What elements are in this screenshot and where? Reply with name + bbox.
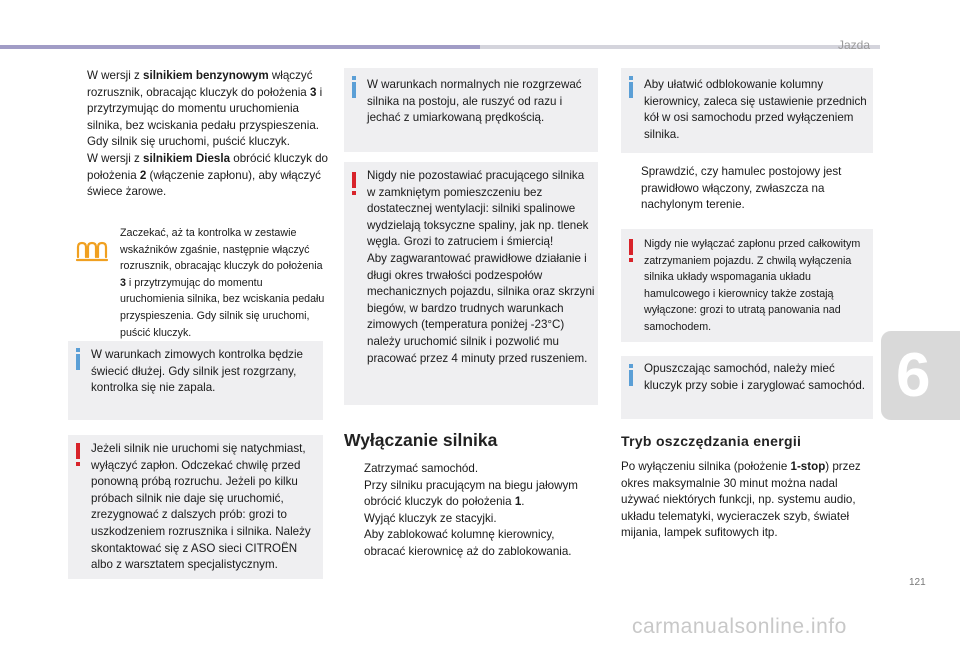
- exclamation-icon: [76, 443, 80, 459]
- heading-energy-saving: Tryb oszczędzania energii: [621, 433, 802, 449]
- warning-box-ignition: [621, 229, 873, 342]
- info-icon: [629, 82, 633, 98]
- bullet-text: Przy silniku pracującym na biegu jałowym obrócić kluczyk do położenia 1.: [364, 478, 578, 509]
- page-number: 121: [909, 577, 926, 588]
- header-rule: [480, 45, 880, 49]
- start-bullets: [67, 68, 329, 201]
- info-box-normal-conditions: [344, 68, 598, 152]
- warning-text: Nigdy nie wyłączać zapłonu przed całkowitym zatrzymaniem pojazdu. Z chwilą wyłączenia silnika układy wspomagania układu hamulcowego i kierownicy także zostają wyłączone: grozi to utratą panowania nad samochodem.: [644, 238, 861, 333]
- heading-engine-off: Wyłączanie silnika: [344, 430, 498, 450]
- info-box-leave-vehicle: [621, 356, 873, 419]
- engine-off-bullets: [344, 461, 598, 561]
- info-text: W warunkach normalnych nie rozgrzewać silnika na postoju, ale ruszyć od razu i jechać z umiarkowaną prędkością.: [367, 78, 582, 125]
- warning-box-enclosed-space: [344, 162, 598, 405]
- info-icon: [76, 354, 80, 370]
- watermark: carmanualsonline.info: [632, 615, 847, 638]
- info-box-steering: [621, 68, 873, 153]
- bullet-handbrake: [621, 164, 873, 214]
- bullet-key-position: [344, 478, 598, 511]
- bullet-diesel: [67, 151, 329, 201]
- energy-saving-text: Po wyłączeniu silnika (położenie 1-stop) przez okres maksymalnie 30 minut można nadal używać niektórych funkcji, np. systemu audio, układu telematyki, wycieraczek szyb, świateł mijania, lampek sufitowych itp.: [621, 460, 861, 540]
- warning-text: Nigdy nie pozostawiać pracującego silnika w zamkniętym pomieszczeniu bez dostatecznej wentylacji: silniki spalinowe wydzielają toksyczne spaliny, jak np. tlenek węgla. Grozi to zatruciem i śmiercią! Aby zagwarantować prawidłowe działanie i długi okres trwałości podzespołów mechanicznych pojazdu, silnika oraz skrzyni biegów, w bardzo trudnych warunkach zimowych (temperatura poniżej -23°C) należy uruchomić silnik i pozwolić mu pracować przez 4 minuty przed ruszeniem.: [367, 169, 595, 365]
- handbrake-bullet-block: [621, 164, 873, 214]
- info-icon: [629, 370, 633, 386]
- chapter-number: 6: [896, 341, 931, 410]
- bullet-text: Aby zablokować kolumnę kierownicy, obracać kierownicę aż do zablokowania.: [364, 528, 572, 558]
- section-title: Jazda: [838, 38, 871, 52]
- emphasis-text: 3: [309, 85, 317, 99]
- info-text: W warunkach zimowych kontrolka będzie świecić dłużej. Gdy silnik jest rozgrzany, kontrolka się nie zapala.: [91, 348, 303, 395]
- emphasis-text: 1: [514, 495, 522, 509]
- emphasis-text: silnikiem Diesla: [143, 151, 231, 165]
- emphasis-text: 1-stop: [790, 460, 826, 473]
- bullet-remove-key: [344, 511, 598, 528]
- bullet-text: Sprawdzić, czy hamulec postojowy jest prawidłowo włączony, zwłaszcza na nachylonym terenie.: [641, 165, 842, 212]
- info-icon: [352, 82, 356, 98]
- bullet-text: W wersji z silnikiem Diesla obrócić kluczyk do położenia 2 (włączenie zapłonu), aby włączyć świece żarowe.: [87, 151, 328, 199]
- glow-plug-warning-lamp-icon: [75, 238, 109, 264]
- bullet-lock-steering: [344, 527, 598, 560]
- emphasis-text: 2: [139, 168, 147, 182]
- info-text: Aby ułatwić odblokowanie kolumny kierownicy, zaleca się ustawienie przednich kół w osi samochodu przed wyłączeniem silnika.: [644, 78, 867, 141]
- exclamation-icon: [352, 172, 356, 188]
- bullet-stop: [344, 461, 598, 478]
- bullet-text: Wyjąć kluczyk ze stacyjki.: [364, 511, 497, 525]
- emphasis-text: 3: [120, 276, 126, 289]
- glow-plug-instructions: Zaczekać, aż ta kontrolka w zestawie wskaźników zgaśnie, następnie włączyć rozrusznik, obracając kluczyk do położenia 3 i przytrzymując do momentu uruchomienia silnika, bez wciskania pedału przyspieszenia. Gdy silnik się uruchomi, puścić kluczyk.: [120, 227, 325, 339]
- warning-box-start-failure: [68, 435, 323, 579]
- info-box-winter: [68, 341, 323, 420]
- warning-text: Jeżeli silnik nie uruchomi się natychmiast, wyłączyć zapłon. Odczekać chwilę przed ponowną próbą rozruchu. Jeżeli po kilku próbach silnik nie daje się uruchomić, zrezygnować z dalszych prób: grozi to uszkodzeniem rozrusznika i silnika. Należy skontaktować się z ASO sieci CITROËN albo z warsztatem specjalistycznym.: [91, 442, 311, 572]
- bullet-petrol: [67, 68, 329, 151]
- bullet-text: Zatrzymać samochód.: [364, 462, 479, 475]
- emphasis-text: silnikiem benzynowym: [143, 69, 269, 82]
- info-text: Opuszczając samochód, należy mieć kluczyk przy sobie i zaryglować samochód.: [644, 362, 866, 392]
- exclamation-icon: [629, 239, 633, 255]
- bullet-text: W wersji z silnikiem benzynowym włączyć rozrusznik, obracając kluczyk do położenia 3 i przytrzymując do momentu uruchomienia silnika, bez wciskania pedału przyspieszenia. Gdy silnik się uruchomi, puścić kluczyk.: [87, 69, 323, 149]
- header-accent-bar: [0, 45, 480, 49]
